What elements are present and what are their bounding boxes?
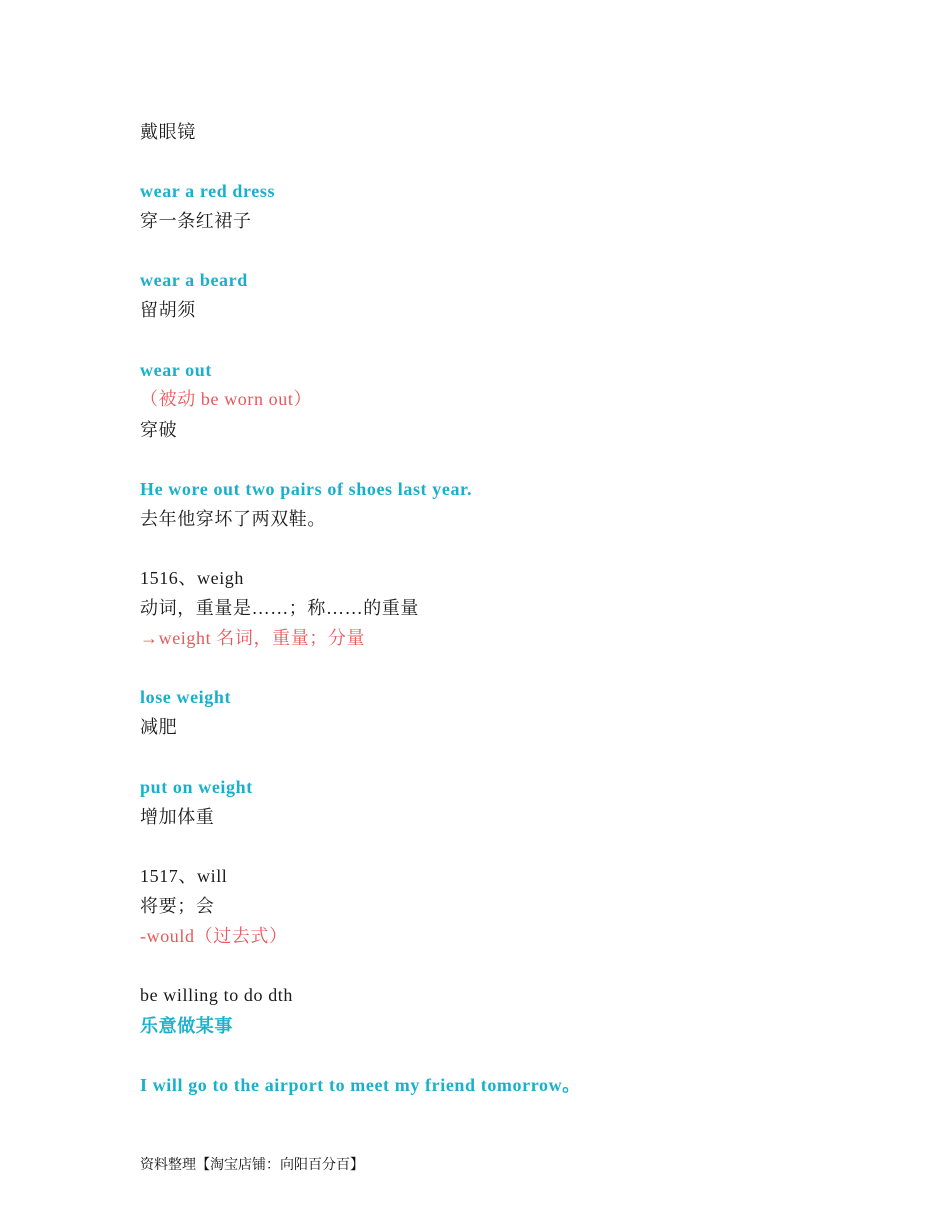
footer-source-note: 资料整理【淘宝店铺：向阳百分百】	[140, 1157, 364, 1173]
phrase-wear-out: wear out	[140, 360, 212, 380]
phrase-lose-weight: lose weight	[140, 687, 232, 707]
translation-wear-glasses: 戴眼镜	[140, 122, 196, 142]
translation-lose-weight: 减肥	[140, 717, 178, 737]
translation-wear-out: 穿破	[140, 420, 178, 440]
phrase-wear-a-beard: wear a beard	[140, 270, 248, 290]
translation-be-willing-to: 乐意做某事	[140, 1016, 233, 1036]
translation-example-wore-out: 去年他穿坏了两双鞋。	[140, 509, 326, 529]
translation-put-on-weight: 增加体重	[140, 807, 215, 827]
phrase-be-willing-to: be willing to do dth	[140, 985, 293, 1005]
phrase-put-on-weight: put on weight	[140, 777, 253, 797]
example-sentence-airport: I will go to the airport to meet my friend tomorrow。	[140, 1075, 581, 1095]
definition-will: 将要；会	[140, 896, 215, 916]
phrase-wear-a-red-dress: wear a red dress	[140, 181, 276, 201]
note-weight-noun: →weight 名词，重量；分量	[140, 628, 366, 648]
note-passive-form: （被动 be worn out）	[140, 389, 313, 409]
translation-wear-a-beard: 留胡须	[140, 300, 196, 320]
entry-heading-weigh: 1516、weigh	[140, 568, 244, 588]
note-would-past-tense: -would（过去式）	[140, 926, 288, 946]
translation-wear-a-red-dress: 穿一条红裙子	[140, 211, 252, 231]
definition-weigh: 动词，重量是……；称……的重量	[140, 598, 419, 618]
entry-heading-will: 1517、will	[140, 866, 228, 886]
example-sentence-wore-out: He wore out two pairs of shoes last year.	[140, 479, 473, 499]
